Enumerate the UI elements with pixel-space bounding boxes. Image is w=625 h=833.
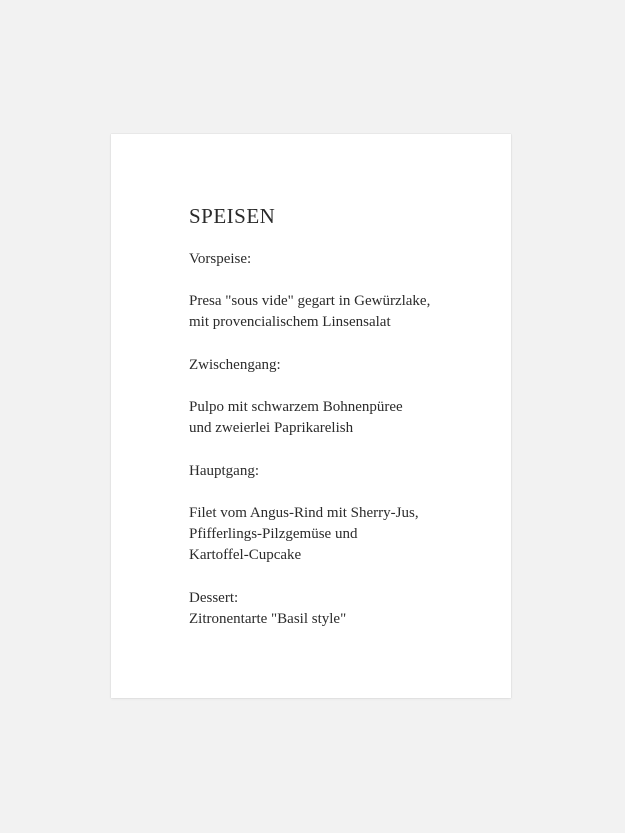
course-description-dessert <box>189 609 489 630</box>
course-label-vorspeise: Vorspeise: <box>189 251 252 267</box>
course-line: Presa "sous vide" gegart in Gewürzlake, <box>189 293 431 309</box>
course-description-zwischengang <box>189 397 489 439</box>
course-line: und zweierlei Paprikarelish <box>189 420 354 436</box>
course-line: Kartoffel-Cupcake <box>189 547 302 563</box>
course-label-zwischengang: Zwischengang: <box>189 357 281 373</box>
course-label-hauptgang: Hauptgang: <box>189 463 259 479</box>
course-line: Pulpo mit schwarzem Bohnenpüree <box>189 399 403 415</box>
course-line: mit provencialischem Linsensalat <box>189 314 391 330</box>
course-line: Zitronentarte "Basil style" <box>189 611 347 627</box>
course-line: Filet vom Angus-Rind mit Sherry-Jus, <box>189 505 419 521</box>
menu-card <box>111 134 511 698</box>
menu-content <box>189 206 489 630</box>
course-description-hauptgang <box>189 503 489 566</box>
course-label-dessert: Dessert: <box>189 590 239 606</box>
course-description-vorspeise <box>189 291 489 333</box>
course-line: Pfifferlings-Pilzgemüse und <box>189 526 358 542</box>
menu-title: SPEISEN <box>189 204 276 228</box>
